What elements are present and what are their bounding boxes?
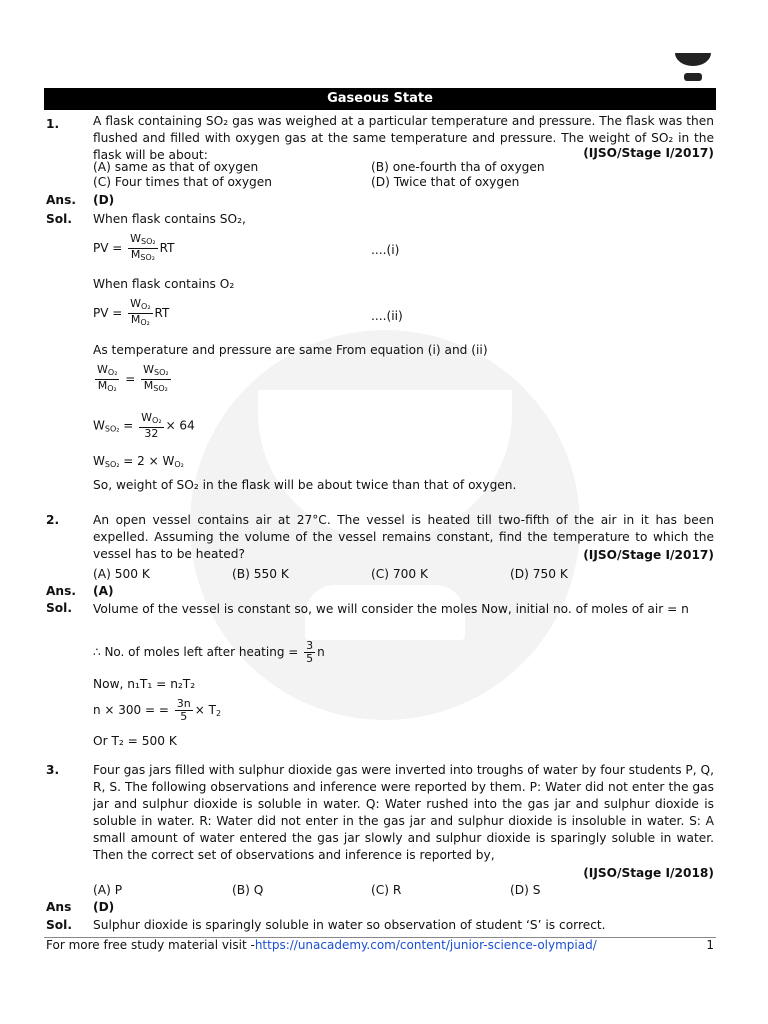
- equation-4: $W_{SO_2}$ = $\frac{W_{O_2}}{32}$ × 64: [93, 411, 195, 440]
- option-b: (B) Q: [232, 883, 264, 897]
- question-source: (IJSO/Stage I/2018): [583, 866, 714, 880]
- question-source: (IJSO/Stage I/2017): [583, 548, 714, 562]
- option-d: (D) S: [510, 883, 541, 897]
- option-a: (A) P: [93, 883, 123, 897]
- answer-value: (D): [93, 900, 115, 914]
- solution-text: Now, n₁T₁ = n₂T₂: [93, 677, 196, 691]
- answer-value: (D): [93, 193, 115, 207]
- footer-prefix: For more free study material visit -: [46, 938, 255, 952]
- answer-label: Ans: [46, 900, 72, 914]
- solution-text: When flask contains O₂: [93, 277, 235, 291]
- equation-2: PV = $\frac{W_{O_2}}{M_{O_2}}$ RT: [93, 297, 170, 327]
- unacademy-logo-icon: [674, 52, 712, 82]
- option-a: (A) same as that of oxygen: [93, 160, 259, 174]
- solution-conclusion: So, weight of SO₂ in the flask will be about twice than that of oxygen.: [93, 478, 517, 492]
- option-d: (D) Twice that of oxygen: [371, 175, 520, 189]
- answer-label: Ans.: [46, 584, 76, 598]
- equation-tag: ....(ii): [371, 309, 403, 323]
- equation-7: n × 300 = = $\frac{3n}{5}$ × $T_2$: [93, 697, 222, 723]
- question-number: 1.: [46, 117, 60, 131]
- section-header: Gaseous State: [44, 88, 716, 110]
- question-number: 3.: [46, 763, 60, 777]
- option-b: (B) one-fourth tha of oxygen: [371, 160, 545, 174]
- question-text: A flask containing SO₂ gas was weighed at a particular temperature and pressure. The flask was then flushed and filled with oxygen gas at the same temperature and pressure. The weight of SO₂ in the flask will be about:: [93, 114, 714, 162]
- answer-value: (A): [93, 584, 114, 598]
- question-text: Four gas jars filled with sulphur dioxide gas were inverted into troughs of water by four students P, Q, R, S. The following observations and inference were reported by them. P: Water did not enter the gas jar and sulphur dioxide is soluble in water. Q: Water rushed into the gas jar and sulphur dioxide is soluble in water. R: Water did not enter in the gas jar and sulphur dioxide is insoluble in water. S: A small amount of water entered the gas jar slowly and sulphur dioxide is sparingly soluble in water. Then the correct set of observations and inference is reported by,: [93, 763, 714, 862]
- question-text: An open vessel contains air at 27°C. The vessel is heated till two-fifth of the air in it has been expelled. Assuming the volume of the vessel remains constant, find the temperature to which the vessel has to be heated?: [93, 513, 714, 561]
- solution-text: Volume of the vessel is constant so, we will consider the moles Now, initial no. of moles of air = n: [93, 602, 689, 616]
- option-c: (C) 700 K: [371, 567, 429, 581]
- option-c: (C) Four times that of oxygen: [93, 175, 273, 189]
- solution-label: Sol.: [46, 601, 72, 615]
- option-c: (C) R: [371, 883, 402, 897]
- equation-5: $W_{SO_2} = 2 \times W_{O_2}$: [93, 454, 184, 469]
- question-number: 2.: [46, 513, 60, 527]
- solution-text: Or T₂ = 500 K: [93, 734, 177, 748]
- equation-3: $\frac{W_{O_2}}{M_{O_2}}$ = $\frac{W_{SO_2}}{M_{SO_2}}$: [97, 363, 169, 393]
- footer-link[interactable]: https://unacademy.com/content/junior-science-olympiad/: [254, 938, 597, 952]
- option-a: (A) 500 K: [93, 567, 150, 581]
- equation-tag: ....(i): [371, 243, 400, 257]
- equation-1: PV = $\frac{W_{SO_2}}{M_{SO_2}}$ RT: [93, 232, 175, 262]
- option-d: (D) 750 K: [510, 567, 568, 581]
- page-number: 1: [706, 938, 714, 952]
- option-b: (B) 550 K: [232, 567, 289, 581]
- footer-text: [46, 938, 597, 952]
- question-source: (IJSO/Stage I/2017): [583, 146, 714, 160]
- equation-6: ∴ No. of moles left after heating = $\frac{3}{5}$ n: [93, 639, 325, 665]
- answer-label: Ans.: [46, 193, 76, 207]
- solution-label: Sol.: [46, 918, 72, 932]
- solution-label: Sol.: [46, 212, 72, 226]
- solution-text: Sulphur dioxide is sparingly soluble in water so observation of student ‘S’ is correct.: [93, 918, 606, 932]
- solution-text: When flask contains SO₂,: [93, 212, 246, 226]
- solution-text: As temperature and pressure are same From equation (i) and (ii): [93, 343, 488, 357]
